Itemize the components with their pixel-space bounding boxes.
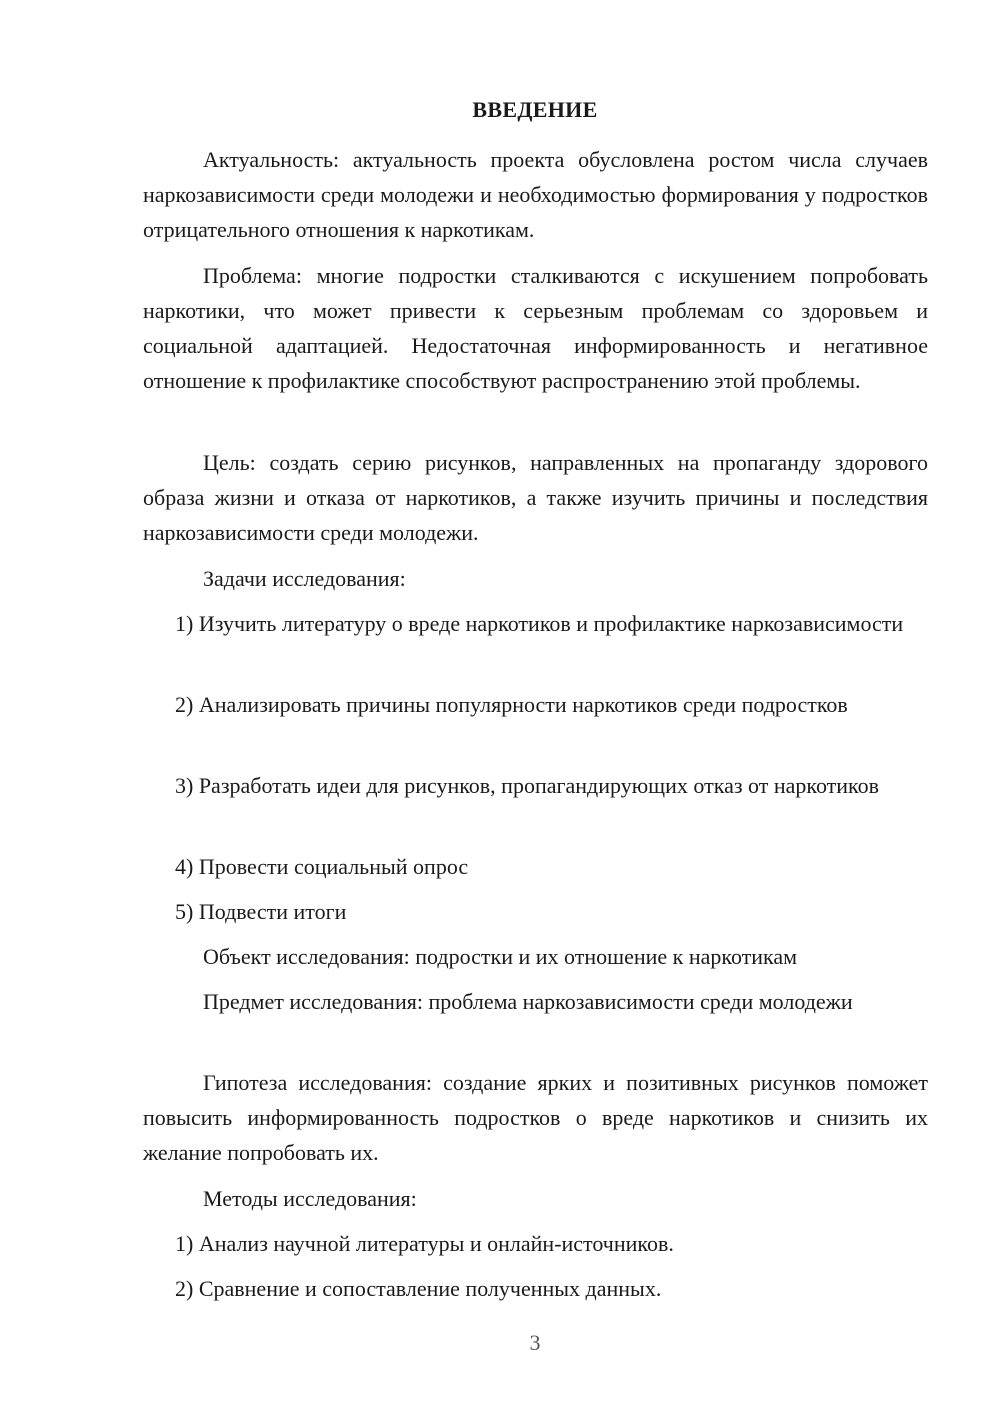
task-item-5: 5) Подвести итоги: [175, 899, 347, 924]
task-item-2: 2) Анализировать причины популярности наркотиков среди подростков: [175, 692, 848, 717]
problem-paragraph: Проблема: многие подростки сталкиваются с искушением попробовать наркотики, что может привести к серьезным проблемам со здоровьем и социальной адаптацией. Недостаточная информированность и негативное отношение к профилактике способствуют распространению этой проблемы.: [143, 263, 928, 393]
object-paragraph: Объект исследования: подростки и их отношение к наркотикам: [203, 944, 798, 969]
task-item-4: 4) Провести социальный опрос: [175, 854, 469, 879]
hypothesis-paragraph: Гипотеза исследования: создание ярких и позитивных рисунков поможет повысить информированность подростков о вреде наркотиков и снизить их желание попробовать их.: [143, 1070, 928, 1165]
method-item-2: 2) Сравнение и сопоставление полученных данных.: [175, 1276, 662, 1301]
subject-paragraph: Предмет исследования: проблема наркозависимости среди молодежи: [203, 989, 853, 1014]
page-number: 3: [529, 1330, 541, 1355]
tasks-heading: Задачи исследования:: [203, 566, 406, 591]
task-item-3: 3) Разработать идеи для рисунков, пропагандирующих отказ от наркотиков: [175, 773, 880, 798]
methods-heading: Методы исследования:: [203, 1186, 417, 1211]
task-item-1: 1) Изучить литературу о вреде наркотиков и профилактике наркозависимости: [175, 611, 904, 636]
page-title: ВВЕДЕНИЕ: [472, 97, 598, 122]
goal-paragraph: Цель: создать серию рисунков, направленных на пропаганду здорового образа жизни и отказа от наркотиков, а также изучить причины и последствия наркозависимости среди молодежи.: [143, 450, 928, 545]
relevance-paragraph: Актуальность: актуальность проекта обусловлена ростом числа случаев наркозависимости среди молодежи и необходимостью формирования у подростков отрицательного отношения к наркотикам.: [143, 147, 928, 242]
method-item-1: 1) Анализ научной литературы и онлайн-источников.: [175, 1231, 674, 1256]
